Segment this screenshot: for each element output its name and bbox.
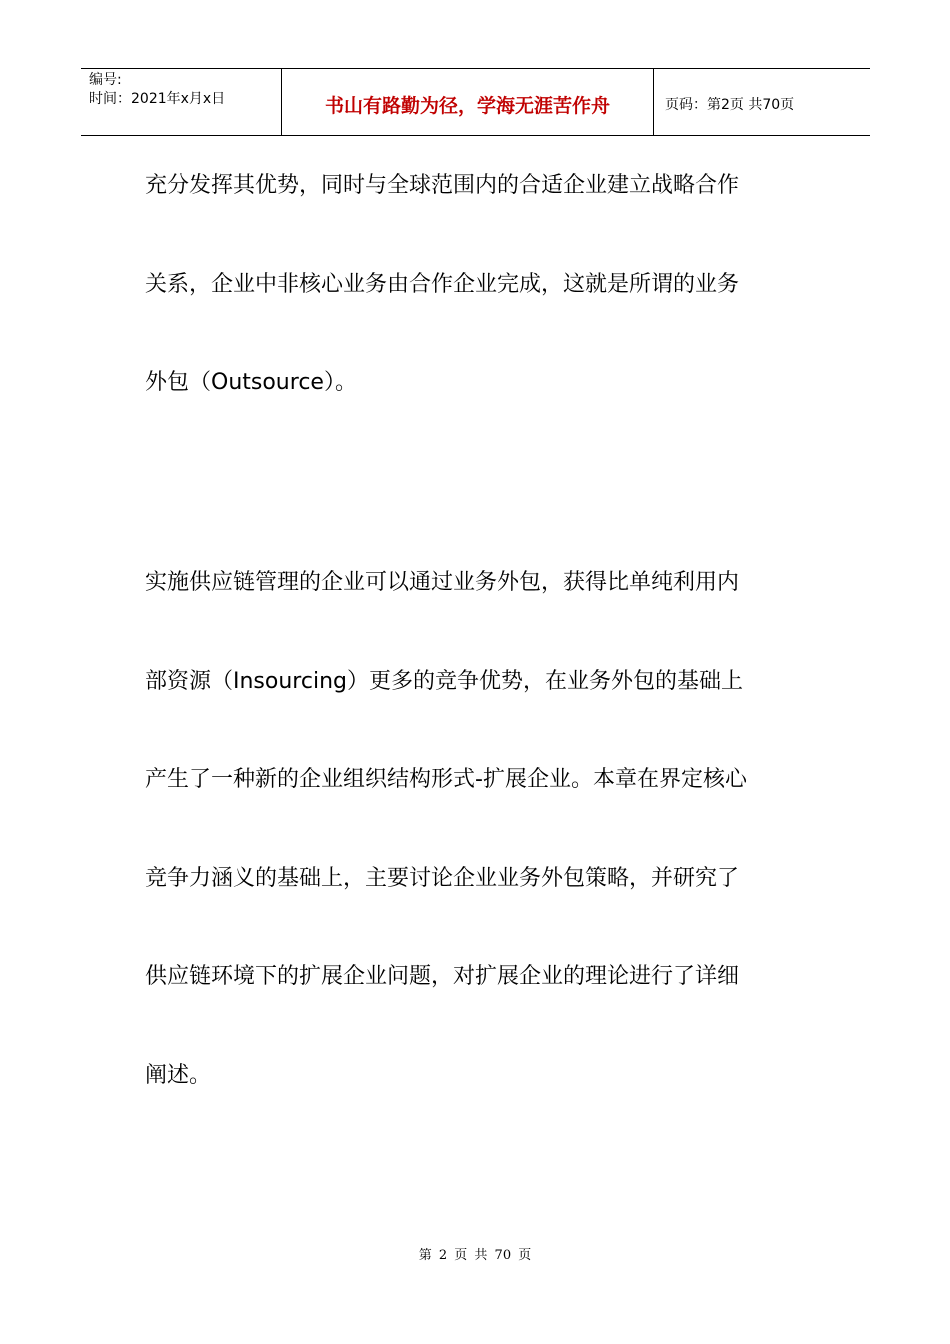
paragraph-line: 外包（Outsource）。: [145, 370, 357, 395]
paragraph-line: 阐述。: [145, 1062, 212, 1088]
paragraph-line: 产生了一种新的企业组织结构形式-扩展企业。本章在界定核心: [145, 767, 747, 792]
body-paragraph-2: [145, 534, 825, 1125]
paragraph-line: 竞争力涵义的基础上，主要讨论企业业务外包策略，并研究了: [145, 865, 740, 891]
header-motto: 书山有路勤为径，学海无涯苦作舟: [282, 69, 654, 135]
paragraph-line: 关系，企业中非核心业务由合作企业完成，这就是所谓的业务: [145, 271, 740, 297]
header-meta-cell: [81, 69, 282, 135]
document-code-label: 编号:: [89, 72, 122, 88]
page-footer: 第 2 页 共 70 页: [418, 1248, 532, 1263]
paragraph-line: 供应链环境下的扩展企业问题，对扩展企业的理论进行了详细: [145, 964, 740, 989]
paragraph-line: 部资源（Insourcing）更多的竞争优势，在业务外包的基础上: [145, 668, 743, 694]
paragraph-line: 充分发挥其优势，同时与全球范围内的合适企业建立战略合作: [145, 173, 740, 198]
header-page-number: 页码：第2页 共70页: [665, 97, 795, 113]
body-paragraph-1: [145, 137, 825, 433]
paragraph-line: 实施供应链管理的企业可以通过业务外包，获得比单纯利用内: [145, 570, 740, 595]
document-date-label: 时间：2021年x月x日: [89, 91, 226, 107]
page-header: [81, 68, 870, 136]
